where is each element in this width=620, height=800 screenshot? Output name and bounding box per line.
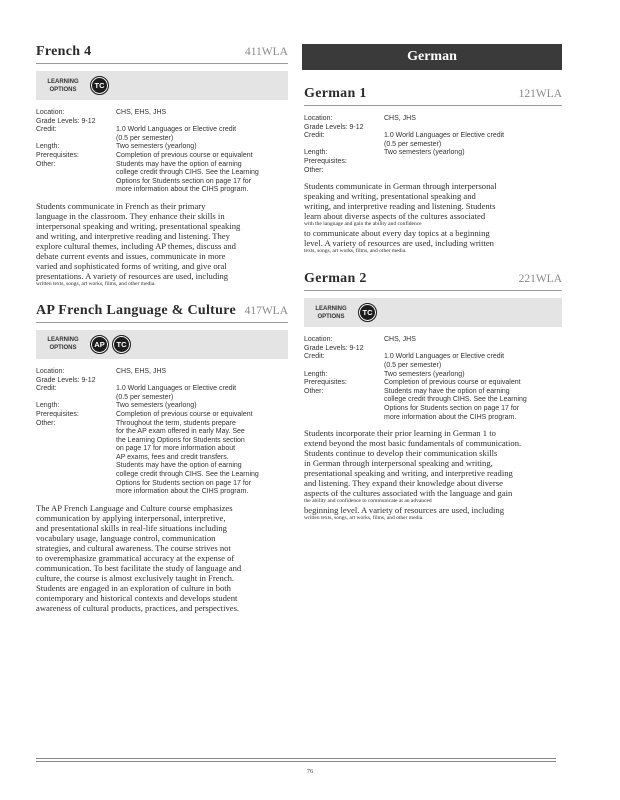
- info-key: Location:: [36, 109, 65, 116]
- description-line: varied and sophisticated forms of writing, and give oral: [36, 260, 227, 271]
- info-key: Prerequisites:: [36, 151, 79, 159]
- info-value: Completion of previous course or equivalent: [116, 151, 253, 159]
- info-key: Prerequisites:: [304, 379, 347, 387]
- course-description: Students incorporate their prior learning in German 1 to extend beyond the most basic fundamentals of communication. Students continue to develop their communication skills in German through interpersonal speaking and writing, presentational speaking and writing, and interpretive reading and listening. They expand their knowledge about diverse aspects of the cultures associated with the language and gain the ability and confidence to communicate at an advanced beginning level. A variety of resources are used, including written texts, songs, art works, films, and other media.: [304, 428, 562, 522]
- info-key: Grade Levels: 9-12: [36, 376, 96, 384]
- info-row: [36, 420, 288, 497]
- description-line: and writing, and interpretive reading and listening. They: [36, 230, 230, 241]
- info-value: [116, 118, 288, 127]
- footer-rule: [36, 758, 556, 759]
- info-row: [304, 167, 562, 176]
- course-description: Students communicate in German through interpersonal speaking and writing, presentational speaking and writing, and interpretive reading and listening. Students learn about diverse aspects of the cultures associated with the language and gain the ability and confidence to communicate about every day topics at a beginning level. A variety of resources are used, including written texts, songs, art works, films, and other media.: [304, 181, 562, 255]
- description-line: Students are engaged in an exploration of culture in both: [36, 582, 231, 593]
- info-row: [36, 368, 288, 377]
- info-key: Grade Levels: 9-12: [304, 344, 364, 352]
- learning-options-bar: [304, 298, 562, 327]
- description-line: interpersonal speaking and writing, presentational speaking: [36, 220, 241, 231]
- description-line: vocabulary usage, language control, communication: [36, 532, 216, 543]
- description-line: presentational speaking and writing, and interpretive reading: [304, 468, 513, 479]
- course-header: [36, 44, 288, 64]
- info-value: 1.0 World Languages or Elective credit (0.5 per semester): [384, 132, 505, 148]
- description-line: language in the classroom. They enhance their skills in: [36, 210, 225, 221]
- info-key: Grade Levels: 9-12: [304, 123, 364, 131]
- description-line: in German through interpersonal speaking and writing,: [304, 458, 493, 469]
- footer-rule: [36, 761, 556, 762]
- course-german-2: [304, 271, 562, 522]
- info-value: [384, 158, 562, 167]
- info-key: Grade Levels: 9-12: [36, 117, 96, 125]
- course-header: [36, 303, 288, 323]
- tc-badge-icon: TC: [90, 76, 109, 95]
- course-description: Students communicate in French as their primary language in the classroom. They enhance their skills in interpersonal speaking and writing, presentational speaking and writing, and interpretive reading and listening. They explore cultural themes, including AP themes, discuss and debate current events and issues, communicate in more varied and sophisticated forms of writing, and give oral presentations. A variety of resources are used, including written texts, songs, art works, films, and other media.: [36, 201, 288, 288]
- learning-options-bar: [36, 71, 288, 100]
- info-key: Location:: [36, 367, 65, 375]
- right-column: [304, 86, 562, 522]
- description-line: speaking and writing, presentational speaking and: [304, 191, 476, 202]
- course-header: [304, 271, 562, 291]
- course-info: [304, 115, 562, 175]
- description-line: aspects of the cultures associated with the language and gain: [304, 488, 513, 499]
- page-number: 76: [306, 768, 314, 775]
- info-row: [304, 158, 562, 167]
- info-key: Credit:: [36, 385, 57, 393]
- department-header: German: [302, 44, 562, 70]
- tc-badge-icon: TC: [358, 303, 377, 322]
- info-row: [304, 124, 562, 133]
- info-key: Length:: [36, 402, 60, 410]
- course-ap-french: [36, 303, 288, 613]
- info-key: Other:: [304, 166, 324, 174]
- info-row: [36, 118, 288, 127]
- info-value: [384, 124, 562, 133]
- description-line: Students communicate in French as their primary: [36, 200, 206, 211]
- description-line: communication by applying interpersonal, interpretive,: [36, 512, 226, 523]
- info-value: [116, 377, 288, 386]
- info-value: CHS, EHS, JHS: [116, 109, 167, 116]
- info-row: [304, 115, 562, 124]
- learning-options-label: LEARNING OPTIONS: [315, 305, 347, 320]
- description-line: presentations. A variety of resources are used, including: [36, 270, 229, 281]
- learning-options-label: LEARNING OPTIONS: [47, 337, 79, 352]
- course-title: German 1: [304, 86, 367, 101]
- info-value: Throughout the term, students prepare for the AP exam offered in early May. See the Learning Options for Students section on page 17 for more information about AP exams, fees and credit transfers. Students may have the option of earning college credit through CIHS. See the Learning Options for Students section on page 17 for more information about the CIHS program.: [116, 419, 259, 496]
- info-value: Two semesters (yearlong): [116, 143, 197, 151]
- info-key: Credit:: [36, 126, 57, 134]
- info-row: [36, 377, 288, 386]
- course-description: [36, 503, 288, 613]
- description-line: strategies, and cultural awareness. The course strives not: [36, 542, 231, 553]
- info-row: [304, 353, 562, 370]
- info-row: [304, 379, 562, 388]
- ap-badge-icon: AP: [90, 335, 109, 354]
- left-column: [36, 44, 288, 613]
- info-value: CHS, JHS: [384, 336, 416, 344]
- info-row: [304, 336, 562, 345]
- description-line: explore cultural themes, including AP themes, discuss and: [36, 240, 236, 251]
- description-line: communication. To best facilitate the study of language and: [36, 562, 242, 573]
- description-line: culture, the course is almost exclusively taught in French.: [36, 572, 235, 583]
- description-line: contemporary and historical contexts and develops student: [36, 592, 238, 603]
- info-row: [304, 345, 562, 354]
- description-line: to communicate about every day topics at a beginning: [304, 228, 490, 239]
- info-value: Students may have the option of earning college credit through CIHS. See the Learning Options for Students section on page 17 for more information about the CIHS program.: [116, 160, 259, 194]
- info-key: Length:: [304, 149, 328, 157]
- course-code: 121WLA: [518, 88, 562, 100]
- description-line: Students continue to develop their communication skills: [304, 448, 498, 459]
- course-code: 417WLA: [244, 304, 288, 317]
- info-row: [36, 152, 288, 161]
- course-french-4: [36, 44, 288, 288]
- description-line: learn about diverse aspects of the cultures associated: [304, 211, 486, 222]
- course-title: AP French Language & Culture: [36, 302, 236, 318]
- info-value: Completion of previous course or equivalent: [116, 410, 253, 418]
- info-key: Other:: [36, 160, 56, 168]
- info-key: Credit:: [304, 132, 325, 140]
- info-row: [304, 132, 562, 149]
- info-key: Other:: [304, 387, 324, 395]
- course-german-1: [304, 86, 562, 255]
- course-title: German 2: [304, 271, 367, 287]
- info-value: Two semesters (yearlong): [384, 149, 465, 157]
- info-value: 1.0 World Languages or Elective credit (0.5 per semester): [384, 353, 505, 369]
- description-line: and listening. They expand their knowledge about diverse: [304, 478, 503, 489]
- info-row: [304, 149, 562, 158]
- info-row: [36, 143, 288, 152]
- description-line: and presentational skills in real-life situations including: [36, 522, 227, 533]
- description-line: The AP French Language and Culture course emphasizes: [36, 502, 233, 513]
- info-value: CHS, JHS: [384, 115, 416, 122]
- tc-badge-icon: TC: [112, 335, 131, 354]
- info-key: Length:: [304, 370, 328, 378]
- info-key: Prerequisites:: [36, 410, 79, 418]
- learning-options-label: LEARNING OPTIONS: [47, 78, 79, 93]
- info-row: [304, 388, 562, 422]
- info-value: Completion of previous course or equivalent: [384, 379, 521, 387]
- info-value: Two semesters (yearlong): [384, 370, 465, 378]
- description-line: writing, and interpretive reading and listening. Students: [304, 201, 496, 212]
- info-row: [36, 126, 288, 143]
- info-value: CHS, EHS, JHS: [116, 367, 167, 375]
- description-line: Students communicate in German through interpersonal: [304, 181, 497, 192]
- info-value: Two semesters (yearlong): [116, 402, 197, 410]
- info-key: Credit:: [304, 353, 325, 361]
- info-value: Students may have the option of earning college credit through CIHS. See the Learning Options for Students section on page 17 for more information about the CIHS program.: [384, 387, 527, 421]
- course-info: [304, 336, 562, 422]
- course-header: [304, 86, 562, 106]
- course-title: French 4: [36, 44, 92, 59]
- info-key: Location:: [304, 115, 333, 122]
- description-line: extend beyond the most basic fundamentals of communication.: [304, 438, 522, 449]
- info-value: 1.0 World Languages or Elective credit (0.5 per semester): [116, 385, 237, 401]
- description-line: level. A variety of resources are used, including written: [304, 238, 494, 249]
- description-line: awareness of cultural products, practices, and perspectives.: [36, 602, 240, 613]
- course-code: 221WLA: [518, 273, 562, 286]
- info-key: Prerequisites:: [304, 157, 347, 165]
- info-row: [304, 371, 562, 380]
- info-value: 1.0 World Languages or Elective credit (0.5 per semester): [116, 126, 237, 142]
- info-row: [36, 161, 288, 195]
- info-value: [384, 345, 562, 354]
- info-row: [36, 411, 288, 420]
- course-code: 411WLA: [244, 46, 288, 58]
- info-row: [36, 402, 288, 411]
- info-key: Other:: [36, 419, 56, 427]
- info-value: [384, 167, 562, 176]
- info-key: Length:: [36, 143, 60, 151]
- description-line: Students incorporate their prior learning in German 1 to: [304, 428, 496, 439]
- course-info: [36, 109, 288, 195]
- description-line: debate current events and issues, communicate in more: [36, 250, 226, 261]
- learning-options-bar: [36, 330, 288, 359]
- info-row: [36, 385, 288, 402]
- course-info: [36, 368, 288, 497]
- info-key: Location:: [304, 336, 333, 344]
- info-row: [36, 109, 288, 118]
- description-line: beginning level. A variety of resources are used, including: [304, 505, 504, 516]
- description-line: to overemphasize grammatical accuracy at the expense of: [36, 552, 235, 563]
